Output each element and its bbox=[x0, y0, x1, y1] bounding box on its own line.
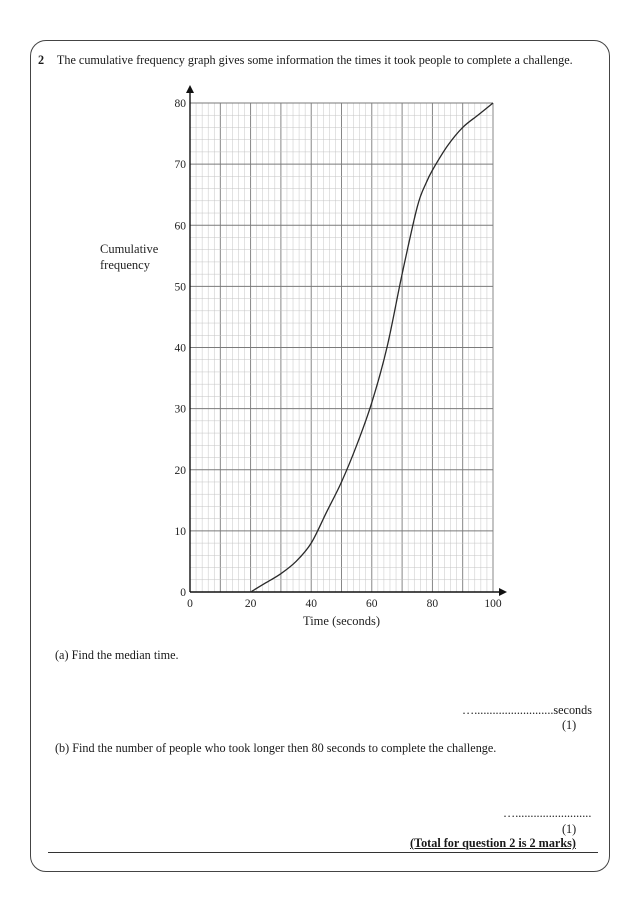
y-tick-label: 60 bbox=[174, 220, 186, 233]
part-a-marks: (1) bbox=[562, 718, 577, 732]
footer-rule bbox=[48, 852, 598, 853]
y-axis-arrow bbox=[186, 85, 194, 93]
x-axis-arrow bbox=[499, 588, 507, 596]
x-tick-label: 40 bbox=[305, 598, 317, 610]
part-b-marks: (1) bbox=[562, 822, 577, 836]
x-tick-label: 100 bbox=[484, 598, 502, 610]
part-b-answer-line[interactable]: …......................... bbox=[503, 806, 592, 820]
y-tick-label: 40 bbox=[174, 342, 186, 355]
question-number: 2 bbox=[38, 53, 45, 67]
y-tick-label: 80 bbox=[174, 98, 186, 110]
part-a-prompt: (a) Find the median time. bbox=[55, 648, 179, 662]
chart-tick-labels bbox=[175, 98, 502, 610]
y-tick-label: 10 bbox=[174, 525, 186, 538]
y-axis-label: Cumulative bbox=[100, 242, 159, 256]
y-tick-label: 0 bbox=[180, 587, 186, 599]
chart-grid bbox=[190, 103, 493, 592]
part-b-prompt: (b) Find the number of people who took longer then 80 seconds to complete the challenge. bbox=[55, 741, 497, 755]
y-axis-label: frequency bbox=[100, 258, 150, 272]
x-tick-label: 20 bbox=[244, 598, 257, 610]
part-a-answer-line[interactable]: …..........................seconds bbox=[462, 703, 592, 717]
chart-axis-labels bbox=[100, 242, 380, 628]
chart-axes bbox=[186, 85, 507, 596]
x-tick-label: 80 bbox=[426, 598, 439, 610]
x-tick-label: 0 bbox=[187, 598, 193, 610]
question-text: The cumulative frequency graph gives some information the times it took people to complete a challenge. bbox=[56, 53, 573, 67]
y-tick-label: 70 bbox=[174, 159, 186, 172]
y-tick-label: 30 bbox=[174, 403, 186, 416]
y-tick-label: 20 bbox=[174, 464, 186, 477]
x-tick-label: 60 bbox=[366, 598, 378, 610]
y-tick-label: 50 bbox=[174, 281, 186, 294]
total-marks: (Total for question 2 is 2 marks) bbox=[410, 836, 576, 850]
x-axis-label: Time (seconds) bbox=[303, 614, 380, 628]
